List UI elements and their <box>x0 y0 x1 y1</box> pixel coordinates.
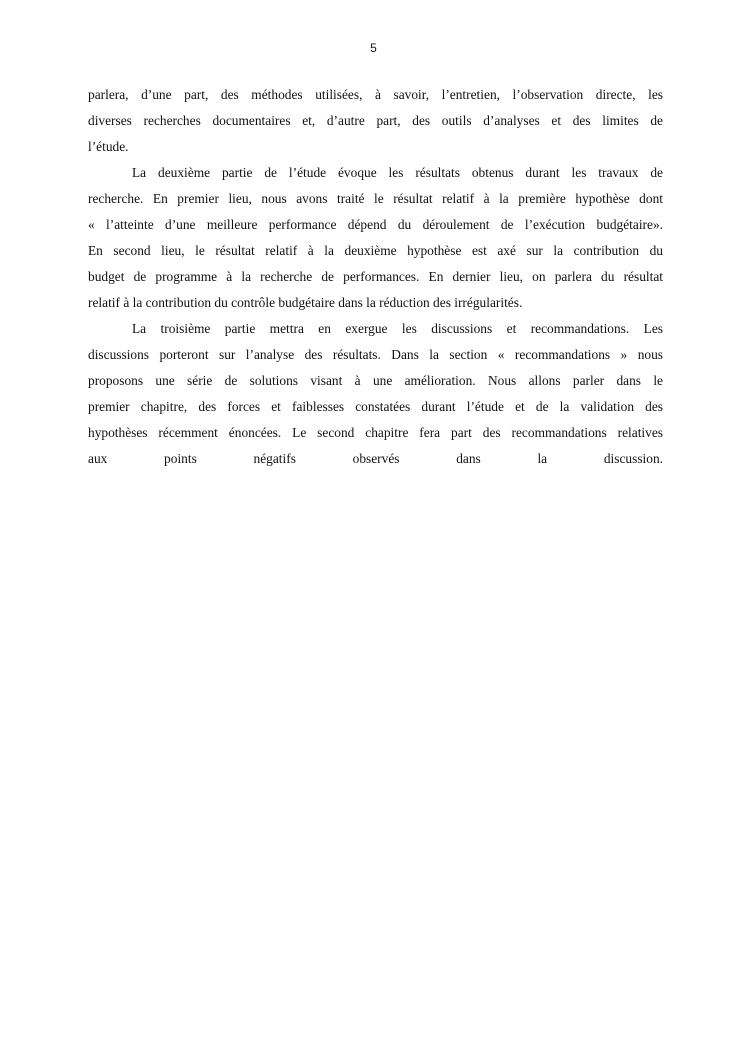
paragraph-3-line-5: hypothèses récemment énoncées. Le second chapitre fera part des recommandations relatives <box>88 425 663 440</box>
paragraph-2-line-3: « l’atteinte d’une meilleure performance dépend du déroulement de l’exécution budgétaire». <box>88 217 663 232</box>
paragraph-2-line-1: La deuxième partie de l’étude évoque les résultats obtenus durant les travaux de <box>132 165 663 180</box>
paragraph-1-line-3: l’étude. <box>88 139 129 154</box>
document-body <box>88 82 663 472</box>
paragraph-2-line-5: budget de programme à la recherche de performances. En dernier lieu, on parlera du résultat <box>88 269 663 284</box>
paragraph-2-line-4: En second lieu, le résultat relatif à la deuxième hypothèse est axé sur la contribution du <box>88 243 663 258</box>
paragraph-1-line-2: diverses recherches documentaires et, d’autre part, des outils d’analyses et des limites de <box>88 113 663 128</box>
page-number: 5 <box>370 41 377 55</box>
paragraph-3-line-4: premier chapitre, des forces et faiblesses constatées durant l’étude et de la validation des <box>88 399 663 414</box>
paragraph-3-line-2: discussions porteront sur l’analyse des résultats. Dans la section « recommandations » nous <box>88 347 663 362</box>
paragraph-3-line-3: proposons une série de solutions visant à une amélioration. Nous allons parler dans le <box>88 373 663 388</box>
paragraph-2-line-6: relatif à la contribution du contrôle budgétaire dans la réduction des irrégularités. <box>88 295 523 310</box>
paragraph-1-line-1: parlera, d’une part, des méthodes utilisées, à savoir, l’entretien, l’observation directe, les <box>88 87 663 102</box>
paragraph-3-line-6: aux points négatifs observés dans la discussion. <box>88 451 663 466</box>
paragraph-3-line-1: La troisième partie mettra en exergue les discussions et recommandations. Les <box>132 321 663 336</box>
paragraph-2-line-2: recherche. En premier lieu, nous avons traité le résultat relatif à la première hypothèse dont <box>88 191 663 206</box>
